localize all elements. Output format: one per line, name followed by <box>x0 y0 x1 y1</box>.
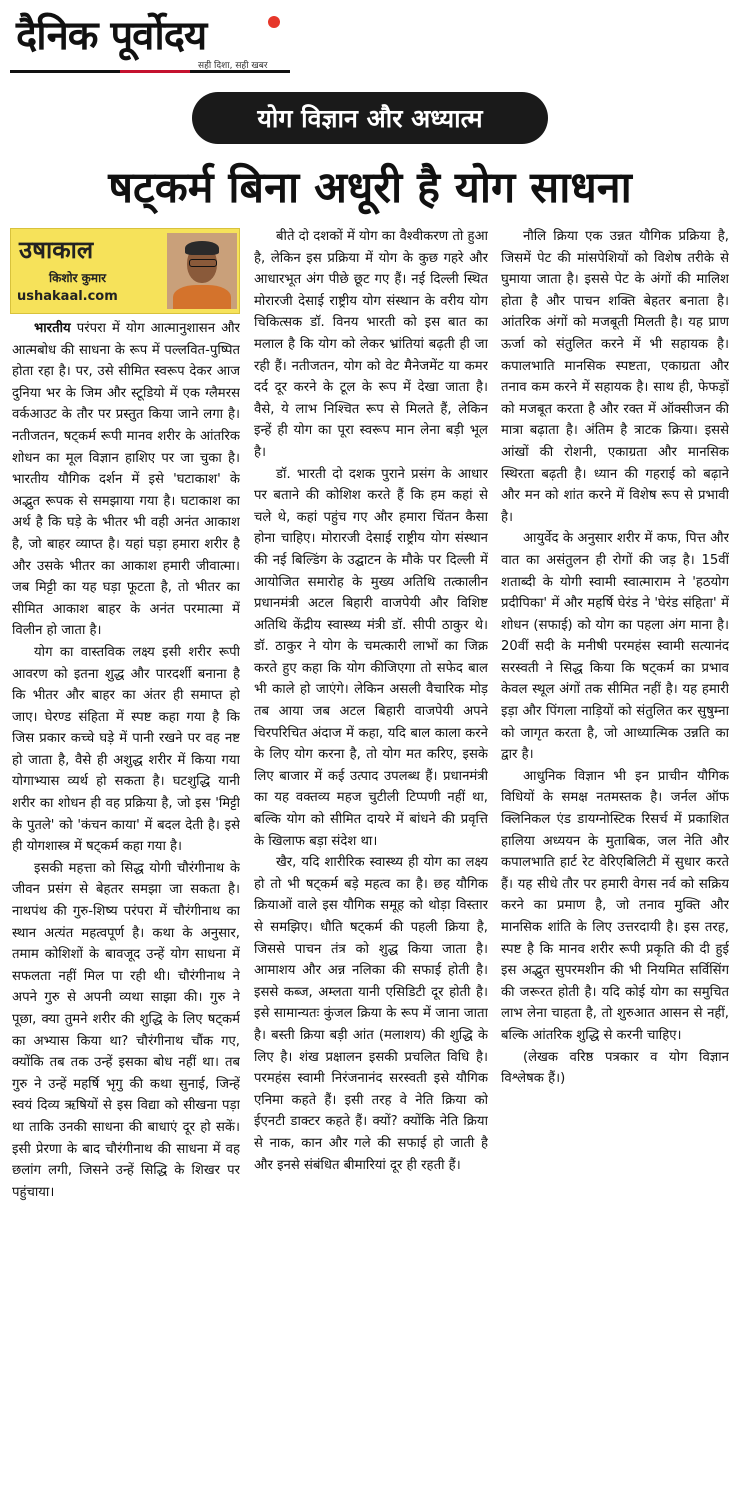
author-photo <box>167 233 237 309</box>
section-kicker: योग विज्ञान और अध्यात्म <box>192 92 548 144</box>
article-paragraph: इसकी महत्ता को सिद्ध योगी चौरंगीनाथ के जीवन प्रसंग से बेहतर समझा जा सकता है। नाथपंथ की गुरु-शिष्य परंपरा में चौरंगीनाथ का स्थान अत्यंत महत्वपूर्ण है। कथा के अनुसार, तमाम कोशिशों के बावजूद उन्हें योग साधना में सफलता नहीं मिल पा रही थी। चौरंगीनाथ ने अपने गुरु से अपनी व्यथा साझा की। गुरु ने पूछा, क्या तुमने शरीर की शुद्धि के लिए षट्कर्म का अभ्यास किया था? चौरंगीनाथ चौंक गए, क्योंकि तब तक उन्हें इसका बोध नहीं था। तब गुरु ने उन्हें महर्षि भृगु की कथा सुनाई, जिन्हें स्वयं दिव्य ऋषियों से इस विद्या को सीखना पड़ा था ताकि उनकी साधना की बाधाएं दूर हो सकें। इसी प्रेरणा के बाद चौरंगीनाथ की साधना में वह छलांग लगी, जिसने उन्हें सिद्धि के शिखर पर पहुंचाया। <box>12 860 240 1200</box>
masthead-accent-bar <box>120 70 190 73</box>
column-name: उषाकाल <box>19 236 94 264</box>
masthead <box>10 4 290 74</box>
sun-logo-icon <box>268 16 280 28</box>
author-name: किशोर कुमार <box>49 271 107 285</box>
article-column-2 <box>254 226 488 1482</box>
masthead-title: दैनिक पूर्वोदय <box>16 13 207 59</box>
article-paragraph: आयुर्वेद के अनुसार शरीर में कफ, पित्त और वात का असंतुलन ही रोगों की जड़ है। 15वीं शताब्दी के योगी स्वामी स्वात्माराम ने 'हठयोग प्रदीपिका' में और महर्षि घेरंड ने 'घेरंड संहिता' में शोधन (सफाई) को योग का पहला अंग माना है। 20वीं सदी के मनीषी परमहंस स्वामी सत्यानंद सरस्वती ने सिद्ध किया कि षट्कर्म का प्रभाव केवल स्थूल अंगों तक सीमित नहीं है। यह हमारी इड़ा और पिंगला नाड़ियों को संतुलित कर सुषुम्ना को जागृत करता है, जो आध्यात्मिक उन्नति का द्वार है। <box>501 531 729 763</box>
article-headline: षट्कर्म बिना अधूरी है योग साधना <box>108 163 632 213</box>
article-paragraph: डॉ. भारती दो दशक पुराने प्रसंग के आधार पर बताने की कोशिश करते हैं कि हम कहां से चले थे, कहां पहुंच गए और हमारा चिंतन कैसा होना चाहिए। मोरारजी देसाई राष्ट्रीय योग संस्थान की नई बिल्डिंग के उद्घाटन के मौके पर दिल्ली में आयोजित समारोह के मुख्य अतिथि तत्कालीन प्रधानमंत्री अटल बिहारी वाजपेयी और विशिष्ट अतिथि केंद्रीय स्वास्थ्य मंत्री डॉ. सीपी ठाकुर थे। डॉ. ठाकुर ने योग के चमत्कारी लाभों का जिक्र करते हुए कहा कि योग कीजिएगा तो सफेद बाल भी काले हो जाएंगे। लेकिन असली वैचारिक मोड़ तब आया जब अटल बिहारी वाजपेयी अपने चिरपरिचित अंदाज में कहा, यदि बाल काला करने के लिए योग करना है, तो योग मत करिए, इसके लिए बाजार में कई उत्पाद उपलब्ध हैं। प्रधानमंत्री का यह वक्तव्य महज चुटीली टिप्पणी नहीं था, बल्कि योग को सीमित दायरे में बांधने की प्रवृत्ति के खिलाफ बड़ा संदेश था। <box>254 466 488 849</box>
article-column-3 <box>501 226 729 1482</box>
column-badge <box>10 228 240 314</box>
article-paragraph: योग का वास्तविक लक्ष्य इसी शरीर रूपी आवरण को इतना शुद्ध और पारदर्शी बनाना है कि भीतर और बाहर का अंतर ही समाप्त हो जाए। घेरण्ड संहिता में स्पष्ट कहा गया है कि जिस प्रकार कच्चे घड़े में पानी रखने पर वह नष्ट हो जाता है, वैसे ही अशुद्ध शरीर में किया गया योगाभ्यास व्यर्थ हो सकता है। घटशुद्धि यानी शरीर का शोधन ही वह प्रक्रिया है, जो इस 'मिट्टी के पुतले' को 'कंचन काया' में बदल देती है। इसे ही योगशास्त्र में षट्कर्म कहा गया है। <box>12 644 240 855</box>
article-paragraph: बीते दो दशकों में योग का वैश्वीकरण तो हुआ है, लेकिन इस प्रक्रिया में योग के कुछ गहरे और आधारभूत अंग पीछे छूट गए हैं। नई दिल्ली स्थित मोरारजी देसाई राष्ट्रीय योग संस्थान के वरीय योग चिकित्सक डॉ. विनय भारती को इस बात का मलाल है कि योग को लेकर भ्रांतियां बढ़ती ही जा रही हैं। नतीजतन, योग को वेट मैनेजमेंट या कमर दर्द दूर करने के टूल के रूप में देखा जाता है। वैसे, ये लाभ निश्चित रूप से मिलते हैं, लेकिन इन्हें ही योग का पूरा स्वरूप मान लेना बड़ी भूल है। <box>254 229 488 460</box>
article-paragraph: खैर, यदि शारीरिक स्वास्थ्य ही योग का लक्ष्य हो तो भी षट्कर्म बड़े महत्व का है। छह यौगिक क्रियाओं वाले इस यौगिक समूह को थोड़ा विस्तार से समझिए। धौति षट्कर्म की पहली क्रिया है, जिससे पाचन तंत्र को शुद्ध किया जाता है। आमाशय और अन्न नलिका की सफाई होती है। इससे कब्ज, अम्लता यानी एसिडिटी दूर होती है। इसे सामान्यतः कुंजल क्रिया के रूप में जाना जाता है। बस्ती क्रिया बड़ी आंत (मलाशय) की शुद्धि के लिए है। शंख प्रक्षालन इसकी प्रचलित विधि है। परमहंस स्वामी निरंजनानंद सरस्वती इसे यौगिक एनिमा कहते हैं। इसी तरह वे नेति क्रिया को ईएनटी डाक्टर कहते हैं। क्यों? क्योंकि नेति क्रिया से नाक, कान और गले की सफाई हो जाती है और इनसे संबंधित बीमारियां दूर ही रहती हैं। <box>254 855 488 1173</box>
column-website: ushakaal.com <box>17 289 118 304</box>
article-column-1 <box>12 318 240 1482</box>
author-note: (लेखक वरिष्ठ पत्रकार व योग विज्ञान विश्लेषक हैं।) <box>501 1049 729 1087</box>
article-paragraph: नौलि क्रिया एक उन्नत यौगिक प्रक्रिया है, जिसमें पेट की मांसपेशियों को विशेष तरीके से घुमाया जाता है। इससे पेट के अंगों की मालिश होता है और पाचन शक्ति बेहतर बनाता है। आंतरिक अंगों को मजबूती मिलती है। यह प्राण ऊर्जा को संतुलित करने में भी सहायक है। कपालभाति मानसिक स्पष्टता, एकाग्रता और तनाव कम करने में सहायक है। साथ ही, फेफड़ों को मजबूत करता है और रक्त में ऑक्सीजन की मात्रा बढ़ाता है। अंतिम है त्राटक क्रिया। इससे आंखों की रोशनी, एकाग्रता और मानसिक स्थिरता बढ़ती है। ध्यान की गहराई को बढ़ाने और मन को शांत करने में विशेष रूप से प्रभावी है। <box>501 229 729 525</box>
lead-word: भारतीय <box>34 321 71 336</box>
article-paragraph: भारतीय परंपरा में योग आत्मानुशासन और आत्मबोध की साधना के रूप में पल्लवित-पुष्पित होता रहा है। पर, उसे सीमित स्वरूप देकर आज दुनिया भर के जिम और स्टूडियो में एक ग्लैमरस वर्कआउट के तौर पर प्रस्तुत किया जाने लगा है। नतीजतन, षट्कर्म रूपी मानव शरीर के आंतरिक शोधन का मूल विज्ञान हाशिए पर जा चुका है। भारतीय यौगिक दर्शन में इसे 'घटाकाश' के अद्भुत रूपक से समझाया गया है। घटाकाश का अर्थ है कि घड़े के भीतर भी वही अनंत आकाश है, जो बाहर व्याप्त है। यहां घड़ा हमारा शरीर है और उसके भीतर का आकाश हमारी जीवात्मा। जब मिट्टी का यह घड़ा फूटता है, तो भीतर का सीमित आकाश बाहर के अनंत परमात्मा में विलीन हो जाता है। <box>12 321 240 639</box>
masthead-tagline: सही दिशा, सही खबर <box>198 61 268 71</box>
article-paragraph: आधुनिक विज्ञान भी इन प्राचीन यौगिक विधियों के समक्ष नतमस्तक है। जर्नल ऑफ क्लिनिकल एंड डायग्नोस्टिक रिसर्च में प्रकाशित हालिया अध्ययन के मुताबिक, जल नेति और कपालभाति हार्ट रेट वेरिएबिलिटी में सुधार करते हैं। यह सीधे तौर पर हमारी वेगस नर्व को सक्रिय करने का प्रमाण है, जो तनाव मुक्ति और मानसिक शांति के लिए उत्तरदायी है। इस तरह, स्पष्ट है कि मानव शरीर रूपी प्रकृति की दी हुई इस अद्भुत सुपरमशीन की भी नियमित सर्विसिंग की जरूरत होती है। यदि कोई योग का समुचित लाभ लेना चाहता है, तो शुरुआत आसन से नहीं, बल्कि आंतरिक शुद्धि से करनी चाहिए। <box>501 768 729 1043</box>
